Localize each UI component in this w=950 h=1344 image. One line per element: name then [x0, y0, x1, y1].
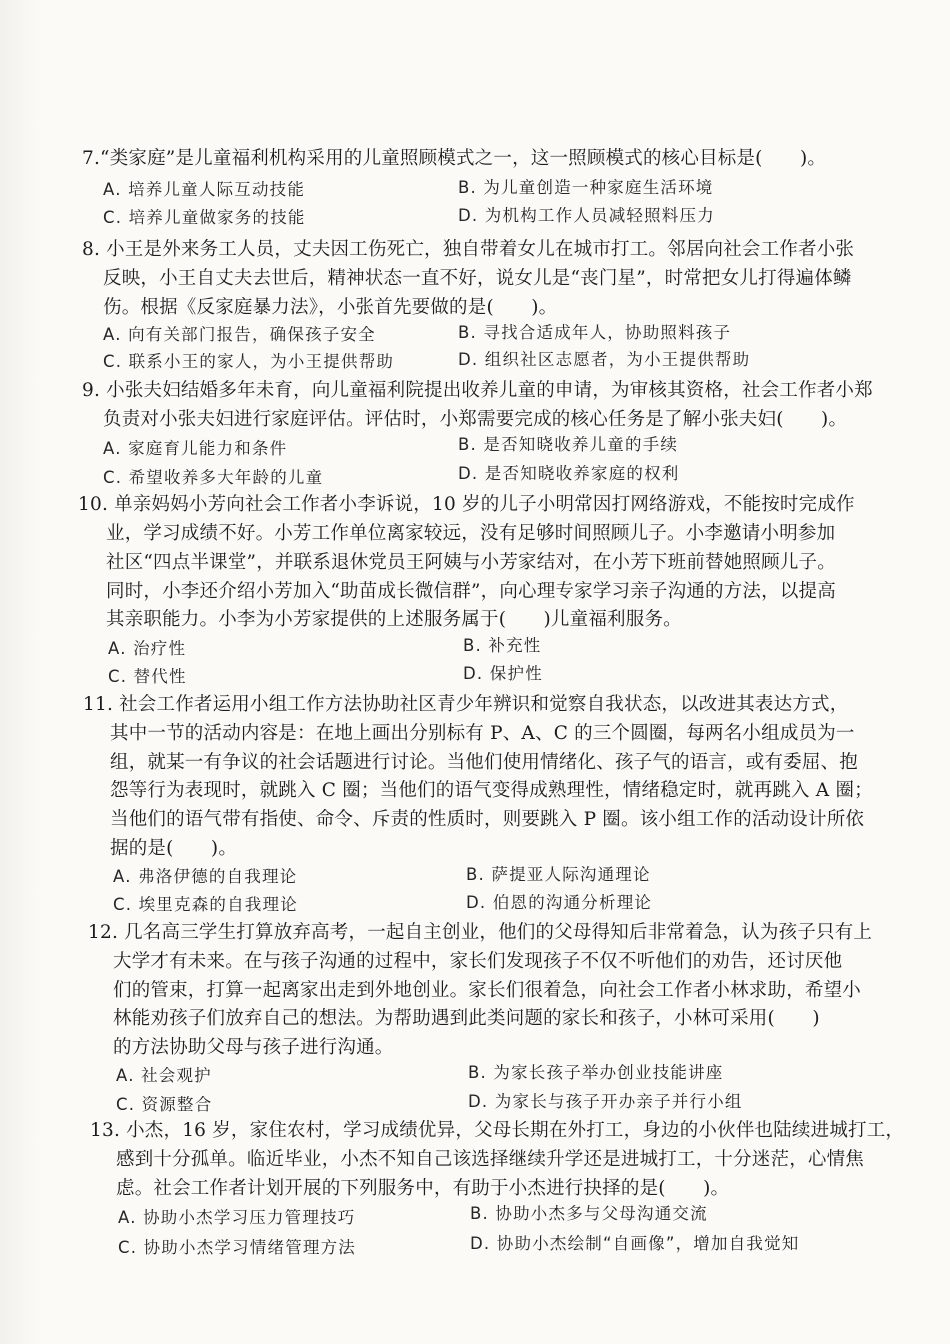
option-a: A. 社会观护 [116, 1066, 212, 1085]
question-stem-line: 10. 单亲妈妈小芳向社会工作者小李诉说，10 岁的儿子小明常因打网络游戏，不能按时完成作 [78, 494, 855, 515]
option-b: B. 为家长孩子举办创业技能讲座 [468, 1063, 724, 1082]
option-c: C. 培养儿童做家务的技能 [103, 208, 306, 227]
option-b: B. 是否知晓收养儿童的手续 [458, 435, 679, 454]
option-b: B. 萨提亚人际沟通理论 [466, 865, 651, 884]
question-stem-line: 怨等行为表现时，就跳入 C 圈；当他们的语气变得成熟理性，情绪稳定时，就再跳入 A 圈； [110, 780, 873, 801]
question-stem-line: 大学才有未来。在与孩子沟通的过程中，家长们发现孩子不仅不听他们的劝告，还讨厌他 [113, 951, 843, 972]
question-stem-line: 组，就某一有争议的社会话题进行讨论。当他们使用情绪化、孩子气的语言，或有委屈、抱 [110, 752, 859, 773]
question-stem-line: 12. 几名高三学生打算放弃高考，一起自主创业，他们的父母得知后非常着急，认为孩子只有上 [88, 922, 873, 943]
option-c: C. 埃里克森的自我理论 [113, 895, 298, 914]
option-b: B. 补充性 [463, 636, 542, 655]
option-d: D. 保护性 [463, 664, 543, 683]
question-stem-line: 其中一节的活动内容是：在地上画出分别标有 P、A、C 的三个圆圈，每两名小组成员为一 [110, 723, 855, 744]
question-stem-line: 虑。社会工作者计划开展的下列服务中，有助于小杰进行抉择的是( )。 [116, 1178, 730, 1199]
question-stem-line: 伤。根据《反家庭暴力法》，小张首先要做的是( )。 [103, 297, 558, 318]
option-a: A. 弗洛伊德的自我理论 [113, 867, 298, 886]
option-d: D. 是否知晓收养家庭的权利 [458, 464, 680, 483]
question-stem-line: 9. 小张夫妇结婚多年未育，向儿童福利院提出收养儿童的申请，为审核其资格，社会工作者小郑 [82, 380, 873, 401]
question-stem-line: 社区“四点半课堂”，并联系退休党员王阿姨与小芳家结对，在小芳下班前替她照顾儿子。 [106, 552, 836, 573]
question-stem-line: 据的是( )。 [110, 838, 238, 859]
option-c: C. 联系小王的家人，为小王提供帮助 [103, 352, 395, 371]
question-stem-line: 8. 小王是外来务工人员，丈夫因工伤死亡，独自带着女儿在城市打工。邻居向社会工作者小张 [82, 239, 855, 260]
option-a: A. 家庭育儿能力和条件 [103, 439, 288, 458]
option-b: B. 寻找合适成年人，协助照料孩子 [458, 323, 732, 342]
question-stem-line: 的方法协助父母与孩子进行沟通。 [113, 1037, 394, 1058]
question-stem-line: 11. 社会工作者运用小组工作方法协助社区青少年辨识和觉察自我状态，以改进其表达方式， [83, 694, 849, 715]
option-d: D. 伯恩的沟通分析理论 [466, 893, 653, 912]
question-stem-line: 其亲职能力。小李为小芳家提供的上述服务属于( )儿童福利服务。 [106, 609, 682, 630]
question-stem-line: 感到十分孤单。临近毕业，小杰不知自己该选择继续升学还是进城打工，十分迷茫，心情焦 [116, 1149, 865, 1170]
question-stem-line: 林能劝孩子们放弃自己的想法。为帮助遇到此类问题的家长和孩子，小林可采用( ) [113, 1008, 820, 1029]
question-stem-line: 业，学习成绩不好。小芳工作单位离家较远，没有足够时间照顾儿子。小李邀请小明参加 [106, 523, 836, 544]
option-a: A. 培养儿童人际互动技能 [103, 180, 306, 199]
option-c: C. 希望收养多大年龄的儿童 [103, 468, 324, 487]
question-stem-line: 负责对小张夫妇进行家庭评估。评估时，小郑需要完成的核心任务是了解小张夫妇( )。 [103, 409, 848, 430]
option-d: D. 为家长与孩子开办亲子并行小组 [468, 1092, 743, 1111]
option-d: D. 为机构工作人员减轻照料压力 [458, 206, 715, 225]
question-stem-line: 反映，小王自丈夫去世后，精神状态一直不好，说女儿是“丧门星”，时常把女儿打得遍体鳞 [103, 268, 852, 289]
option-a: A. 治疗性 [108, 639, 187, 658]
question-stem-line: 们的管束，打算一起离家出走到外地创业。家长们很着急，向社会工作者小林求助，希望小 [113, 980, 862, 1001]
option-d: D. 协助小杰绘制“自画像”，增加自我觉知 [470, 1234, 800, 1253]
question-stem-line: 13. 小杰，16 岁，家住农村，学习成绩优异，父母长期在外打工，身边的小伙伴也陆续进城打工， [90, 1120, 905, 1141]
option-b: B. 协助小杰多与父母沟通交流 [470, 1204, 708, 1223]
question-stem-line: 7.“类家庭”是儿童福利机构采用的儿童照顾模式之一，这一照顾模式的核心目标是( )。 [82, 148, 827, 169]
option-c: C. 替代性 [108, 667, 187, 686]
option-c: C. 协助小杰学习情绪管理方法 [118, 1238, 357, 1257]
option-b: B. 为儿童创造一种家庭生活环境 [458, 178, 714, 197]
question-stem-line: 同时，小李还介绍小芳加入“助苗成长微信群”，向心理专家学习亲子沟通的方法，以提高 [106, 581, 836, 602]
option-c: C. 资源整合 [116, 1095, 213, 1114]
option-a: A. 协助小杰学习压力管理技巧 [118, 1208, 356, 1227]
option-d: D. 组织社区志愿者，为小王提供帮助 [458, 350, 751, 369]
question-stem-line: 当他们的语气带有指使、命令、斥责的性质时，则要跳入 P 圈。该小组工作的活动设计所依 [110, 809, 865, 830]
option-a: A. 向有关部门报告，确保孩子安全 [103, 325, 376, 344]
